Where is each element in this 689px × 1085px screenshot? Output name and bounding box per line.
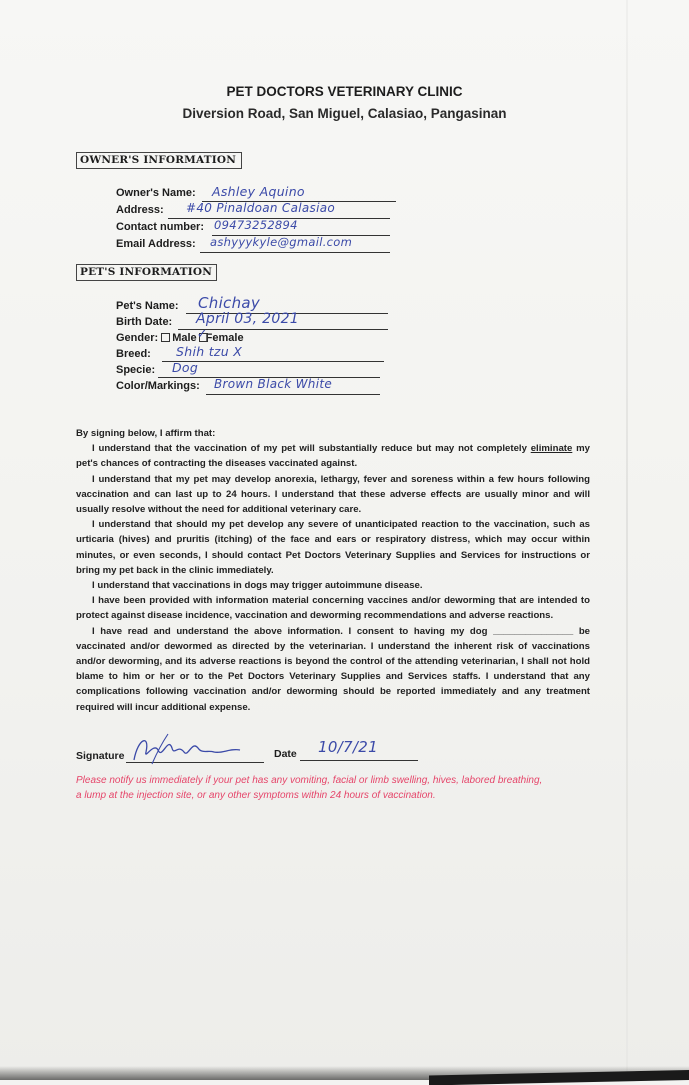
color-value: Brown Black White: [214, 377, 333, 391]
email-label: Email Address:: [116, 238, 196, 250]
owner-name-label: Owner's Name:: [116, 187, 196, 199]
specie-value: Dog: [172, 360, 199, 375]
male-option-label: Male: [172, 332, 197, 344]
waiver-intro: By signing below, I affirm that:: [76, 428, 216, 439]
clinic-name: PET DOCTORS VETERINARY CLINIC: [226, 84, 463, 99]
handwritten-signature: [128, 730, 258, 768]
date-value: 10/7/21: [318, 738, 378, 756]
address-value: #40 Pinaldoan Calasiao: [186, 201, 336, 215]
checkmark-icon: ✓: [196, 326, 208, 341]
email-line: [200, 252, 390, 253]
female-checkbox-checked[interactable]: [196, 326, 208, 344]
pet-section-title: PET'S INFORMATION: [76, 264, 217, 281]
male-checkbox[interactable]: [161, 333, 170, 342]
female-option-label: Female: [205, 332, 244, 344]
birth-date-line: [178, 329, 388, 330]
date-label: Date: [274, 748, 297, 760]
signature-label: Signature: [76, 750, 125, 762]
waiver-paragraph-1: I understand that the vaccination of my pet will substantially reduce but may not completely eliminate my pet's chances of contracting the diseases vaccinated against.: [76, 443, 590, 470]
pet-name-label: Pet's Name:: [116, 300, 179, 312]
specie-label: Specie:: [116, 364, 156, 376]
gender-label: Gender:: [116, 332, 159, 344]
underlined-eliminate: eliminate: [530, 443, 573, 455]
waiver-paragraph-5: I have been provided with information material concerning vaccines and/or deworming that are intended to protect against disease incidence, vaccination and deworming recommendations and adverse reactions.: [76, 595, 590, 622]
waiver-paragraph-3: I understand that should my pet develop any severe of unanticipated reaction to the vaccination, such as urticaria (hives) and pruritis (itching) of the face and ears or respiratory distress, which may occur within minutes, or even seconds, I should contact Pet Doctors Veterinary Supplies and Services for instructions or bring my pet back in the clinic immediately.: [76, 519, 590, 576]
address-label: Address:: [116, 204, 164, 216]
pet-name-value: Chichay: [198, 294, 261, 312]
date-line: [300, 760, 418, 761]
gender-row: [116, 326, 244, 344]
breed-value: Shih tzu X: [176, 344, 243, 359]
owner-name-value: Ashley Aquino: [212, 184, 305, 199]
birth-date-label: Birth Date:: [116, 316, 173, 328]
waiver-body: [76, 426, 590, 715]
color-line: [206, 394, 380, 395]
dog-name-blank[interactable]: _______________: [493, 625, 574, 637]
owner-section-title: OWNER'S INFORMATION: [76, 152, 242, 169]
waiver-paragraph-2: I understand that my pet may develop anorexia, lethargy, fever and soreness within a few hours following vaccination and can last up to 24 hours. I understand that these adverse effects are usually minor and will usually resolve without the need for additional veterinary care.: [76, 473, 590, 516]
email-value: ashyyykyle@gmail.com: [210, 235, 353, 249]
clinic-address: Diversion Road, San Miguel, Calasiao, Pangasinan: [182, 106, 507, 121]
color-label: Color/Markings:: [116, 380, 200, 392]
vaccination-notice: Please notify us immediately if your pet has any vomiting, facial or limb swelling, hives, labored breathing, a lump at the injection site, or any other symptoms within 24 hours of vaccination.: [76, 775, 543, 801]
waiver-paragraph-4: I understand that vaccinations in dogs may trigger autoimmune disease.: [92, 580, 423, 592]
page-fold-line: [626, 0, 628, 1080]
waiver-paragraph-6: I have read and understand the above information. I consent to having my dog _______________ be vaccinated and/or dewormed as directed by the veterinarian. I understand the inherent risk of vaccinations and/or deworming, and its adverse reactions is beyond the control of the attending veterinarian, I shall not hold blame to him or her or to the Pet Doctors Veterinary Supplies and Services staffs. I understand that any complications following vaccination and/or deworming should be reported immediately and any treatment required will incur additional expense.: [76, 625, 591, 713]
breed-label: Breed:: [116, 348, 151, 360]
contact-label: Contact number:: [116, 221, 204, 233]
birth-date-value: April 03, 2021: [196, 311, 299, 327]
contact-value: 09473252894: [214, 218, 298, 232]
